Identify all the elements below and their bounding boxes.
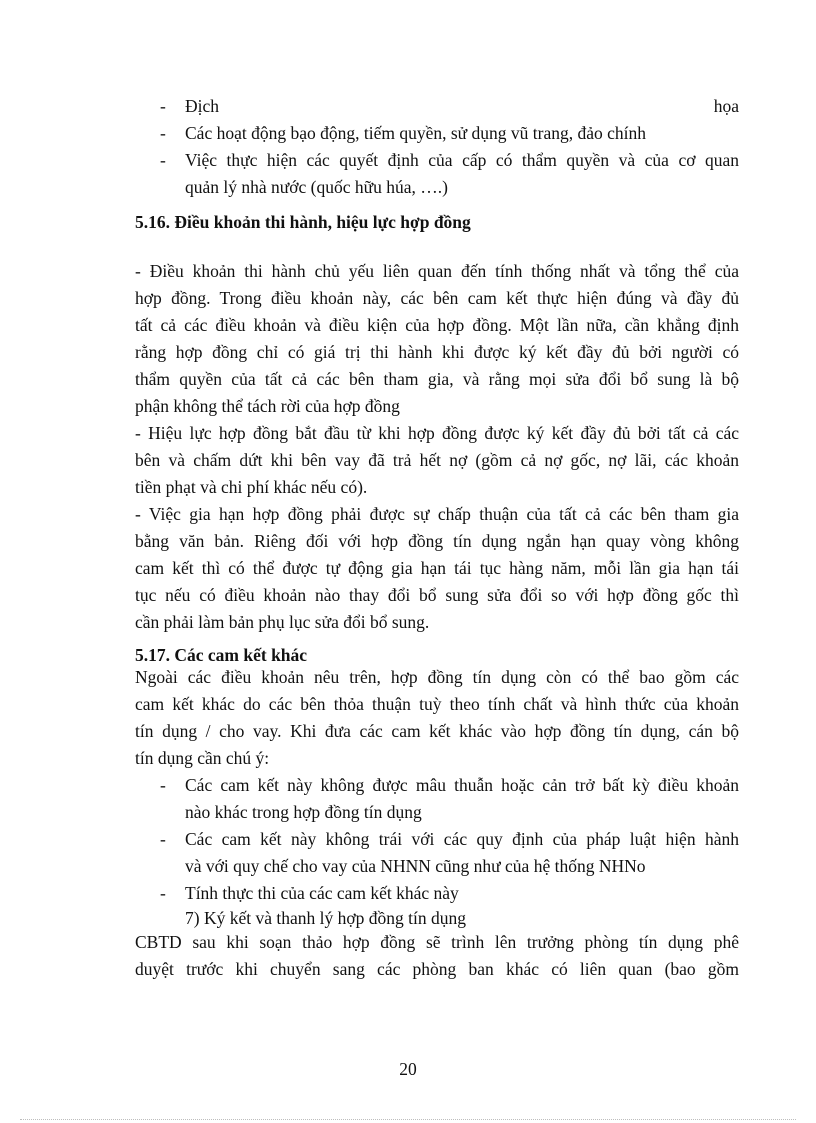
bullet-dash: - bbox=[160, 829, 166, 849]
paragraph-line: bên và chấm dứt khi bên vay đã trả hết nợ (gồm cả nợ gốc, nợ lãi, các khoản bbox=[135, 450, 739, 470]
bullet-text-left: Địch bbox=[185, 96, 220, 116]
bullet-text: nào khác trong hợp đồng tín dụng bbox=[185, 802, 422, 822]
bullet-text: quản lý nhà nước (quốc hữu húa, ….) bbox=[185, 177, 448, 197]
bullet-dash: - bbox=[160, 123, 166, 143]
bullet-text: Các cam kết này không trái với các quy định của pháp luật hiện hành bbox=[185, 829, 739, 849]
page-number: 20 bbox=[399, 1059, 417, 1079]
paragraph-line: bằng văn bản. Riêng đối với hợp đồng tín dụng ngắn hạn quay vòng không bbox=[135, 531, 739, 551]
paragraph-line: Ngoài các điều khoản nêu trên, hợp đồng tín dụng còn có thể bao gồm các bbox=[135, 667, 739, 687]
paragraph-line: cần phải làm bản phụ lục sửa đổi bổ sung. bbox=[135, 612, 430, 632]
bullet-dash: - bbox=[160, 96, 166, 116]
section-heading: 7) Ký kết và thanh lý hợp đồng tín dụng bbox=[185, 908, 466, 928]
bullet-text-right: họa bbox=[713, 96, 739, 116]
paragraph-line: thẩm quyền của tất cả các bên tham gia, và rằng mọi sửa đổi bổ sung là bộ bbox=[135, 369, 739, 389]
paragraph-line: cam kết thì có thể được tự động gia hạn tái tục hàng năm, mỗi lần gia hạn tái bbox=[135, 558, 739, 578]
list-item-continuation bbox=[135, 175, 739, 199]
paragraph-line: - Hiệu lực hợp đồng bắt đầu từ khi hợp đồng được ký kết đầy đủ bởi tất cả các bbox=[135, 423, 739, 443]
paragraph-line: cam kết khác do các bên thỏa thuận tuỳ theo tính chất và hình thức của khoản bbox=[135, 694, 739, 714]
bullet-dash: - bbox=[160, 775, 166, 795]
paragraph-line: tục nếu có điều khoản nào thay đổi bổ sung sửa đổi so với hợp đồng gốc thì bbox=[135, 585, 739, 605]
paragraph-line: tín dụng cần chú ý: bbox=[135, 748, 270, 768]
bullet-dash: - bbox=[160, 883, 166, 903]
list-item bbox=[135, 94, 739, 118]
bottom-divider bbox=[20, 1119, 796, 1120]
paragraph-line: - Việc gia hạn hợp đồng phải được sự chấp thuận của tất cả các bên tham gia bbox=[135, 504, 739, 524]
bullet-text: và với quy chế cho vay của NHNN cũng như của hệ thống NHNo bbox=[185, 856, 646, 876]
paragraph-line: duyệt trước khi chuyển sang các phòng ban khác có liên quan (bao gồm bbox=[135, 959, 739, 979]
list-item bbox=[135, 148, 739, 172]
paragraph-line: tín dụng / cho vay. Khi đưa các cam kết khác vào hợp đồng tín dụng, cán bộ bbox=[135, 721, 739, 741]
bullet-text: Việc thực hiện các quyết định của cấp có thẩm quyền và của cơ quan bbox=[185, 150, 739, 170]
bullet-text: Các cam kết này không được mâu thuẫn hoặc cản trở bất kỳ điều khoản bbox=[185, 775, 739, 795]
bullet-text: Tính thực thi của các cam kết khác này bbox=[185, 883, 459, 903]
list-item bbox=[135, 881, 739, 905]
list-item bbox=[135, 827, 739, 851]
list-item-continuation bbox=[135, 854, 739, 878]
section-heading: 5.17. Các cam kết khác bbox=[135, 645, 308, 665]
paragraph-line: rằng hợp đồng chỉ có giá trị thi hành khi được ký kết đầy đủ bởi người có bbox=[135, 342, 739, 362]
paragraph-line: CBTD sau khi soạn thảo hợp đồng sẽ trình lên trưởng phòng tín dụng phê bbox=[135, 932, 739, 952]
list-item-continuation bbox=[135, 800, 739, 824]
list-item bbox=[135, 773, 739, 797]
paragraph-line: - Điều khoản thi hành chủ yếu liên quan đến tính thống nhất và tổng thể của bbox=[135, 261, 739, 281]
list-item bbox=[135, 121, 739, 145]
bullet-text: Các hoạt động bạo động, tiếm quyền, sử dụng vũ trang, đảo chính bbox=[185, 123, 646, 143]
bullet-dash: - bbox=[160, 150, 166, 170]
paragraph-line: tất cả các điều khoản và điều kiện của hợp đồng. Một lần nữa, cần khẳng định bbox=[135, 315, 739, 335]
paragraph-line: tiền phạt và chi phí khác nếu có). bbox=[135, 477, 368, 497]
paragraph-line: phận không thể tách rời của hợp đồng bbox=[135, 396, 400, 416]
paragraph-line: hợp đồng. Trong điều khoản này, các bên cam kết thực hiện đúng và đầy đủ bbox=[135, 288, 739, 308]
section-heading: 5.16. Điều khoản thi hành, hiệu lực hợp đồng bbox=[135, 212, 471, 232]
